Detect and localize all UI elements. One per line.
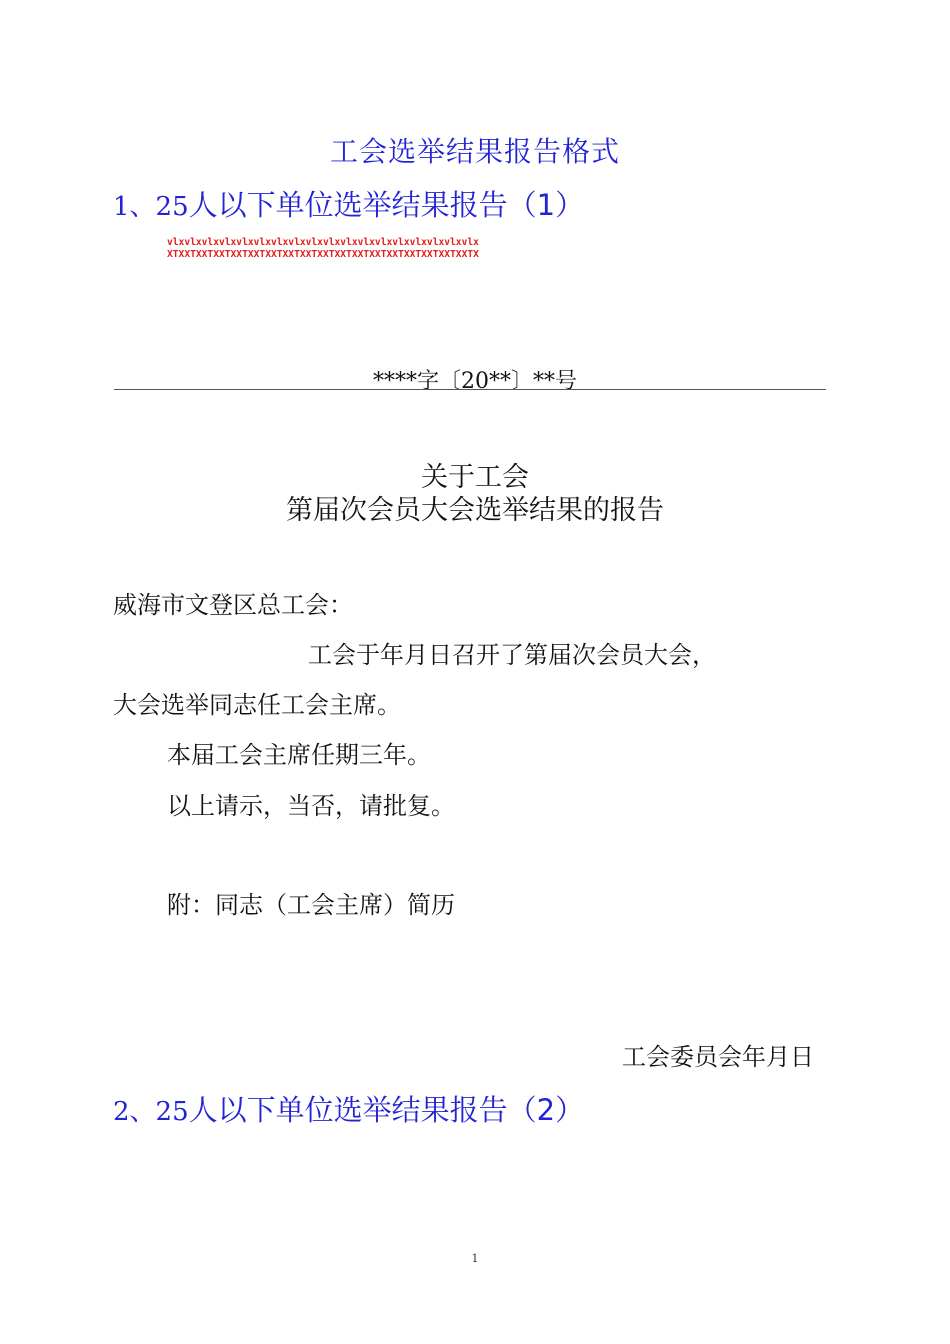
section-heading-2-number: 2、25 [113,1097,189,1127]
addressee: 威海市文登区总工会： [113,591,353,619]
red-header-line-2: XTXXTXXTXXTXXTXXTXXTXXTXXTXXTXXTXXTXXTXXTXXTXXTXXTXXTX [167,249,479,260]
section-heading-2 [113,1088,584,1129]
section-heading-1 [113,183,584,224]
header-divider [114,389,826,390]
section-heading-1-number: 1、25 [113,192,189,222]
paragraph-meeting: 工会于年月日召开了第届次会员大会， [308,641,716,669]
report-title-line-2: 第届次会员大会选举结果的报告 [286,495,664,526]
attachment-note: 附：同志（工会主席）简历 [167,891,455,919]
document-number: ****字〔20**〕**号 [373,369,577,394]
signature-line: 工会委员会年月日 [622,1043,814,1071]
main-title: 工会选举结果报告格式 [329,135,620,168]
paragraph-term: 本届工会主席任期三年。 [167,741,431,769]
paragraph-request: 以上请示，当否，请批复。 [167,792,455,820]
report-title-line-1: 关于工会 [421,462,529,493]
section-heading-1-text: 人以下单位选举结果报告（1） [188,188,585,222]
section-heading-2-text: 人以下单位选举结果报告（2） [188,1093,585,1127]
page-number: 1 [471,1252,479,1265]
paragraph-meeting-continued: 大会选举同志任工会主席。 [113,691,401,719]
red-header-line-1: vlxvlxvlxvlxvlxvlxvlxvlxvlxvlxvlxvlxvlxvlxvlxvlxvlxvlx [167,237,479,248]
